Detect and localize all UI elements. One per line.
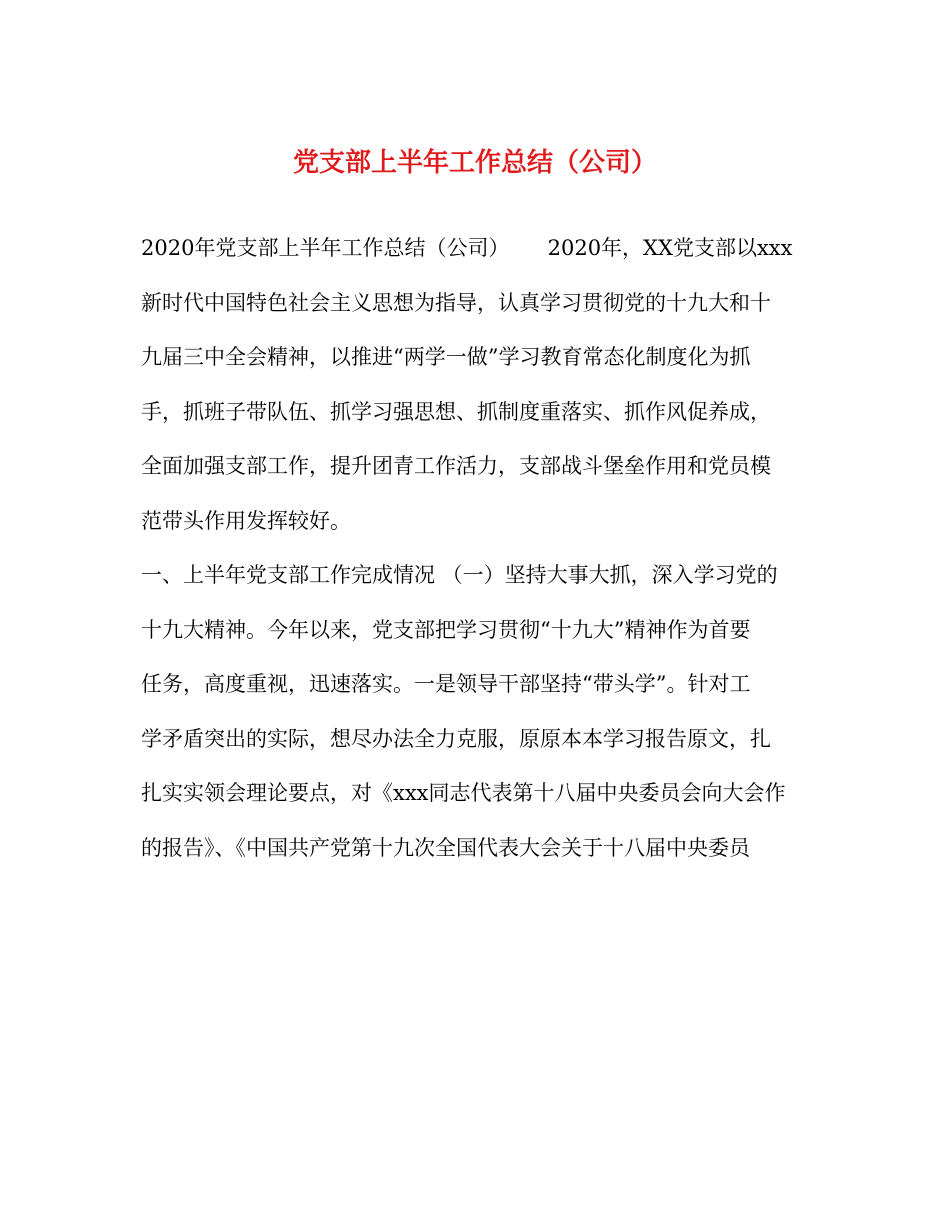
body-line-12: 的报告》、《中国共产党第十九次全国代表大会关于十八届中央委员 xyxy=(141,835,750,860)
body-line-3: 九届三中全会精神，以推进“两学一做”学习教育常态化制度化为抓 xyxy=(141,345,751,369)
body-line-11: 扎实实领会理论要点，对《xxx同志代表第十八届中央委员会向大会作 xyxy=(141,781,786,805)
body-line-10: 学矛盾突出的实际，想尽办法全力克服，原原本本学习报告原文，扎 xyxy=(141,726,771,751)
body-line-5: 全面加强支部工作，提升团青工作活力，支部战斗堡垒作用和党员模 xyxy=(141,454,771,478)
body-line-2: 新时代中国特色社会主义思想为指导，认真学习贯彻党的十九大和十 xyxy=(141,290,771,315)
body-line-8: 十九大精神。今年以来，党支部把学习贯彻“十九大”精神作为首要 xyxy=(141,617,751,642)
body-line-6: 范带头作用发挥较好。 xyxy=(141,508,351,533)
body-line-4: 手，抓班子带队伍、抓学习强思想、抓制度重落实、抓作风促养成， xyxy=(141,399,771,424)
body-line-9: 任务，高度重视，迅速落实。一是领导干部坚持“带头学”。针对工 xyxy=(141,672,751,696)
document-body xyxy=(141,226,811,880)
document-title: 党支部上半年工作总结（公司） xyxy=(292,148,657,178)
body-line-7: 一、上半年党支部工作完成情况 （一）坚持大事大抓，深入学习党的 xyxy=(141,563,778,587)
body-line-1: 2020年党支部上半年工作总结（公司） 2020年，XX党支部以xxx xyxy=(141,236,793,260)
